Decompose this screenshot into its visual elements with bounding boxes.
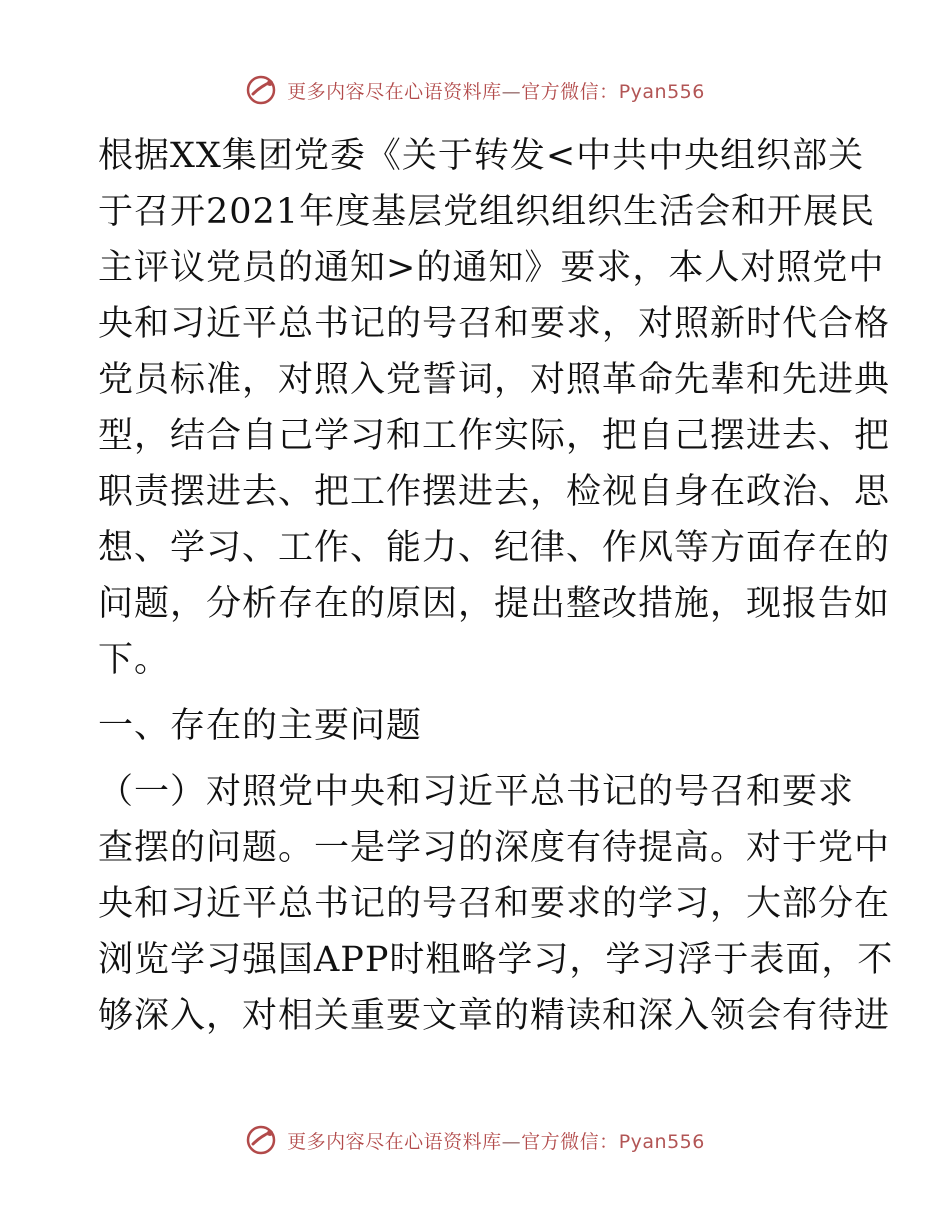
watermark-footer [0, 1120, 950, 1160]
intro-line: 型，结合自己学习和工作实际，把自己摆进去、把 [98, 416, 891, 456]
intro-line: 党员标准，对照入党誓词，对照革命先辈和先进典 [98, 360, 891, 400]
spacer [98, 688, 858, 698]
watermark-prefix: 更多内容尽在心语资料库 [287, 1130, 502, 1153]
intro-line: 根据XX集团党委《关于转发<中共中央组织部关 [98, 136, 865, 176]
section-heading: 一、存在的主要问题 [98, 706, 423, 746]
document-body [98, 128, 894, 1044]
watermark-separator: — [501, 1130, 522, 1153]
watermark-prefix: 更多内容尽在心语资料库 [287, 80, 502, 103]
intro-line: 职责摆进去、把工作摆进去，检视自身在政治、思 [98, 472, 891, 512]
watermark-separator: — [501, 80, 522, 103]
intro-line: 主评议党员的通知>的通知》要求，本人对照党中 [98, 248, 885, 288]
watermark-header [0, 70, 950, 110]
watermark-text [287, 77, 705, 104]
section-line: 查摆的问题。一是学习的深度有待提高。对于党中 [98, 828, 891, 868]
section-line: 央和习近平总书记的号召和要求的学习，大部分在 [98, 884, 891, 924]
intro-line: 于召开2021年度基层党组织组织生活会和开展民 [98, 192, 876, 232]
section-paragraph [98, 764, 894, 1044]
section-line: 浏览学习强国APP时粗略学习，学习浮于表面，不 [98, 940, 894, 980]
intro-line: 下。 [98, 640, 171, 680]
watermark-handle: Pyan556 [618, 1130, 705, 1153]
intro-line: 想、学习、工作、能力、纪律、作风等方面存在的 [98, 528, 891, 568]
watermark-text [287, 1127, 705, 1154]
watermark-official: 官方微信： [521, 1130, 619, 1153]
section-line: 够深入，对相关重要文章的精读和深入领会有待进 [98, 996, 891, 1036]
watermark-official: 官方微信： [521, 80, 619, 103]
section-line: （一）对照党中央和习近平总书记的号召和要求 [98, 772, 855, 812]
watermark-handle: Pyan556 [618, 80, 705, 103]
book-pen-logo-icon [245, 1124, 281, 1156]
spacer [98, 754, 858, 764]
intro-paragraph [98, 128, 891, 688]
intro-line: 问题，分析存在的原因，提出整改措施，现报告如 [98, 584, 891, 624]
book-pen-logo-icon [245, 74, 281, 106]
intro-line: 央和习近平总书记的号召和要求，对照新时代合格 [98, 304, 891, 344]
